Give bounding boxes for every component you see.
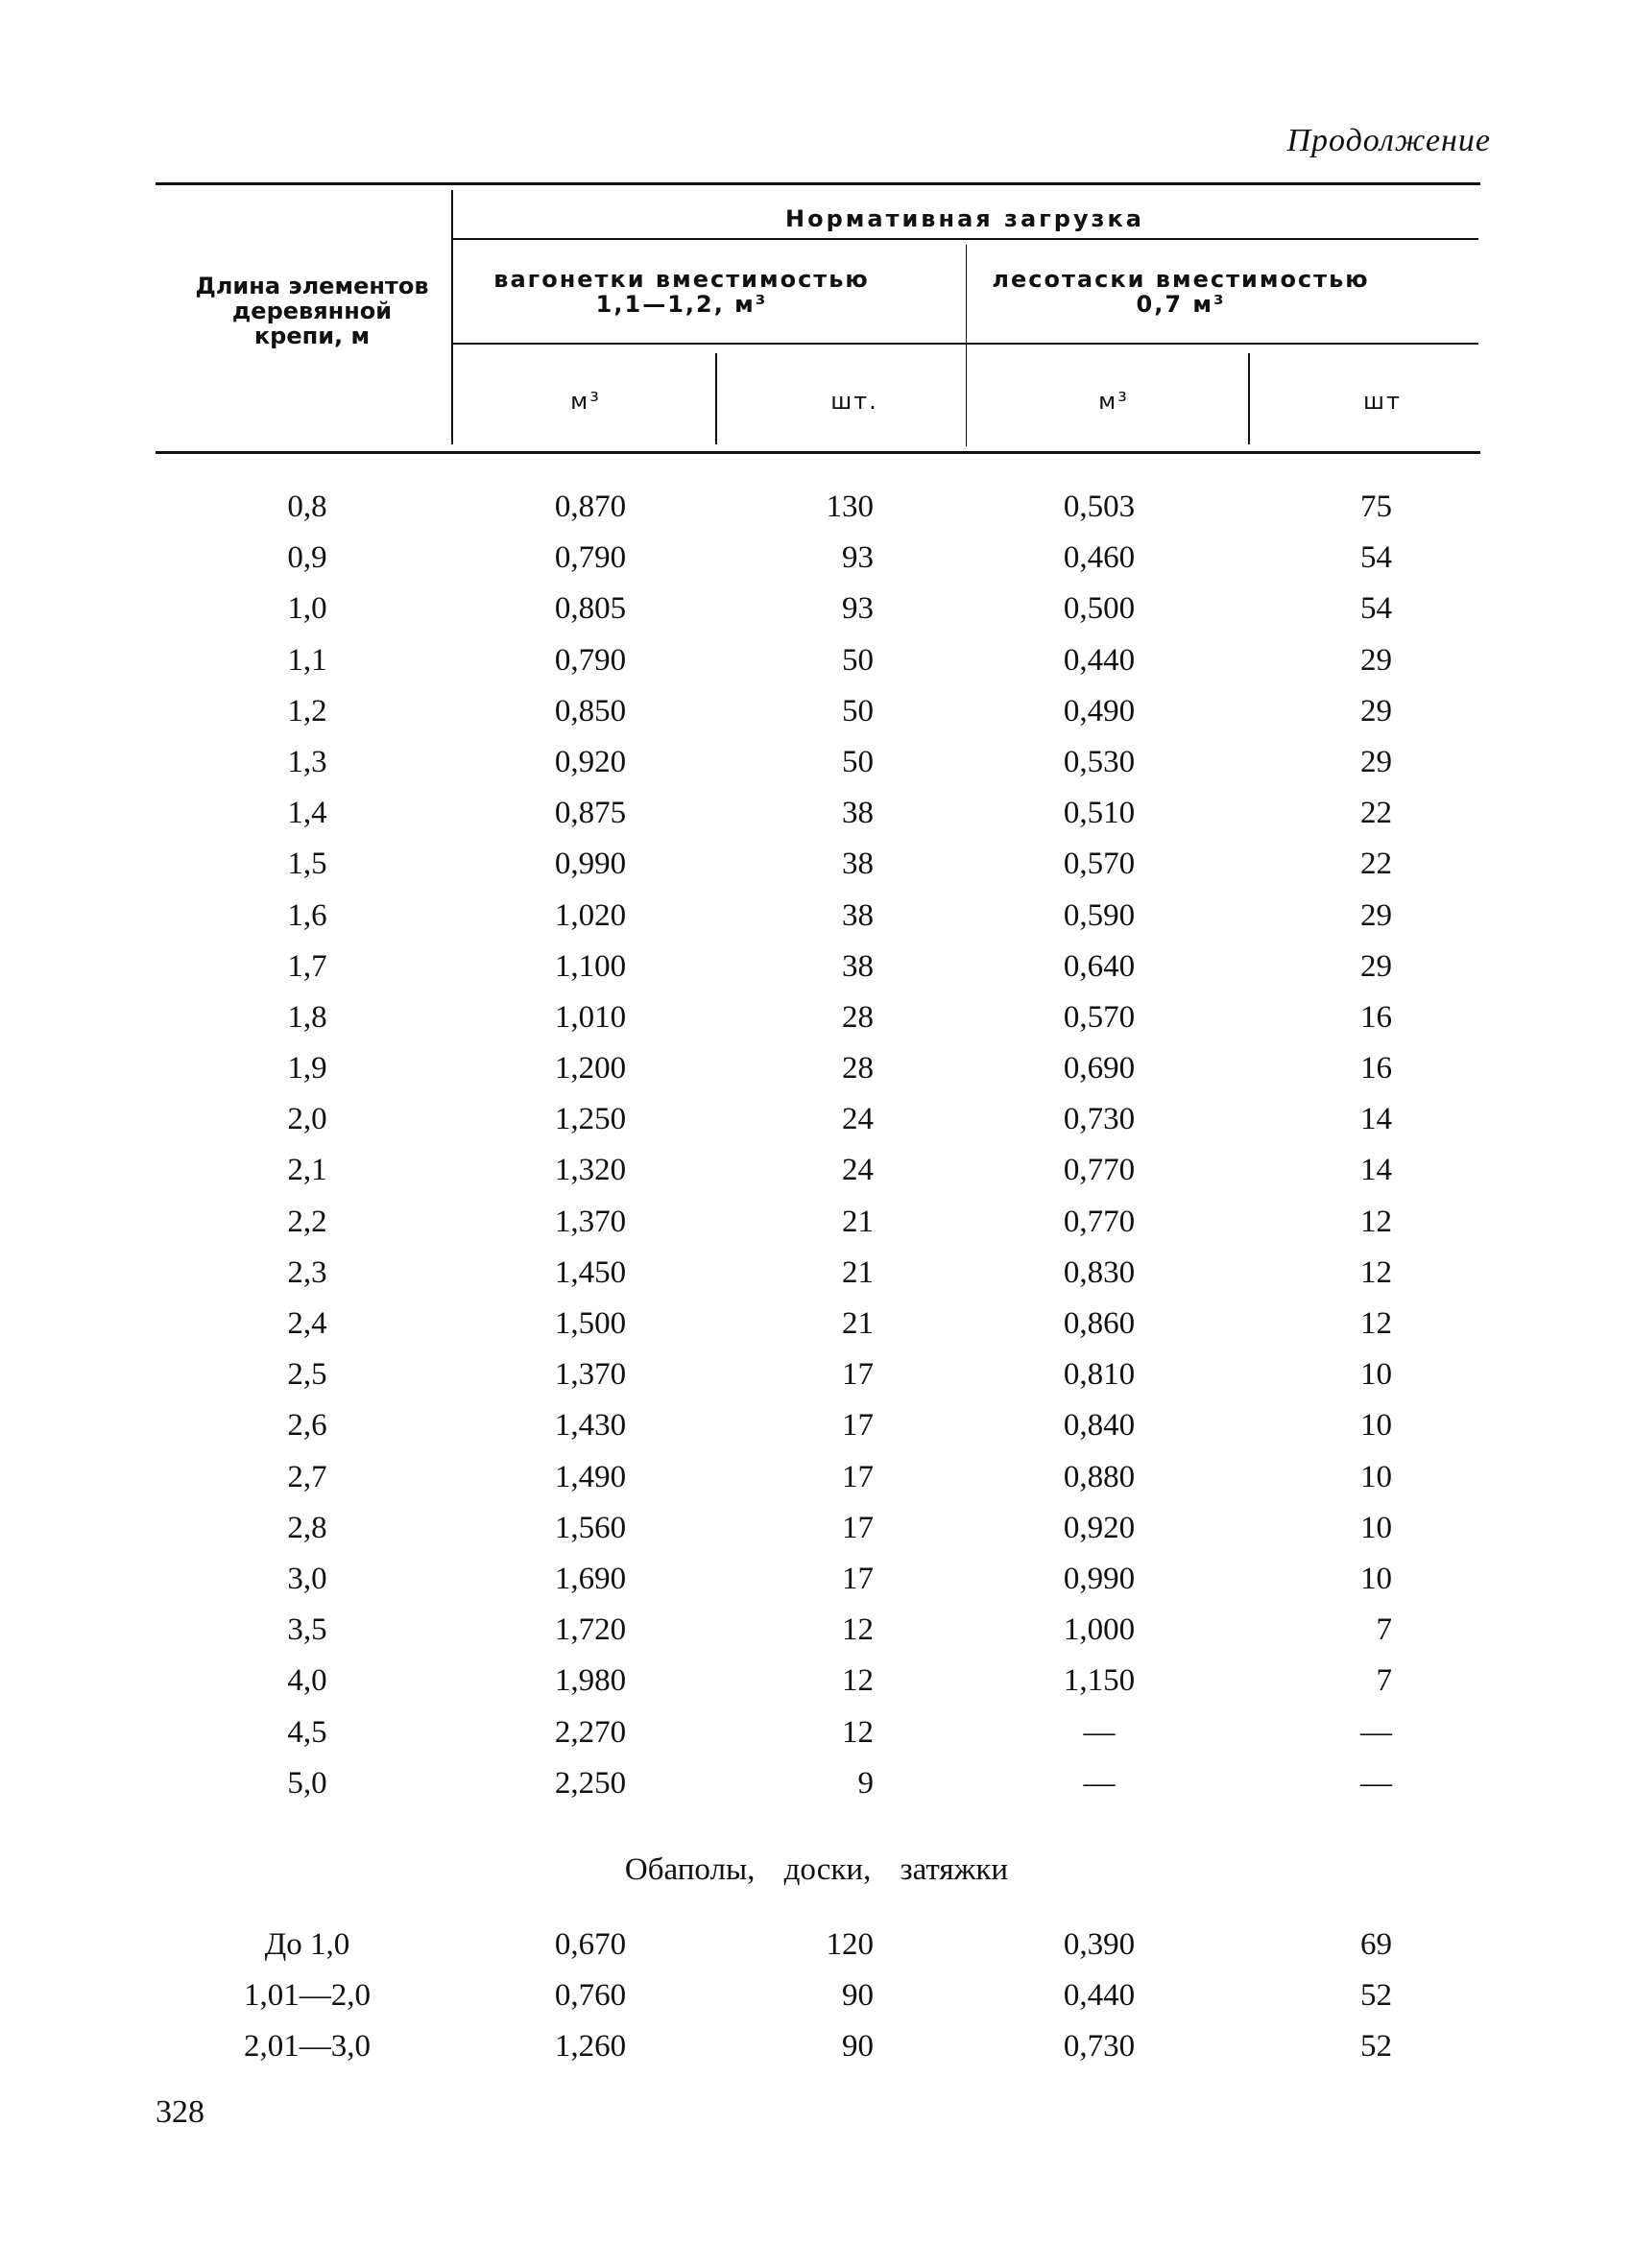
- table-cell: 3,0: [287, 1561, 327, 1596]
- table-cell: 0,570: [1063, 999, 1136, 1035]
- table-row: [0, 1248, 1633, 1299]
- table-cell: 17: [842, 1357, 874, 1393]
- table-row: [0, 891, 1633, 942]
- table-cell: —: [1360, 1765, 1392, 1801]
- table-row: [0, 788, 1633, 839]
- table-cell: 17: [842, 1561, 874, 1596]
- table-cell: 54: [1360, 591, 1392, 627]
- table-cell: 2,270: [554, 1714, 627, 1750]
- table-cell: 12: [1360, 1254, 1392, 1290]
- table-cell: 2,0: [287, 1102, 327, 1137]
- table-cell: 1,320: [554, 1153, 627, 1188]
- table-row: [0, 737, 1633, 788]
- table-body: [0, 482, 1633, 1809]
- table-cell: 1,000: [1063, 1612, 1136, 1648]
- table-cell: 29: [1360, 693, 1392, 728]
- table-cell: 29: [1360, 744, 1392, 779]
- header-divider-group: [966, 245, 967, 446]
- section-title: Обаполы, доски, затяжки: [624, 1852, 1009, 1887]
- table-cell: 7: [1376, 1663, 1392, 1699]
- table-cell: 1,01—2,0: [244, 1978, 371, 2014]
- table-row: [0, 1043, 1633, 1094]
- table-cell: 54: [1360, 540, 1392, 576]
- table-cell: 1,1: [287, 642, 327, 678]
- table-cell: 0,730: [1063, 1102, 1136, 1137]
- table-cell: 2,4: [287, 1306, 327, 1341]
- table-cell: —: [1083, 1714, 1116, 1750]
- table-cell: 0,440: [1063, 1978, 1136, 2014]
- table-cell: 93: [842, 591, 874, 627]
- table-cell: 12: [842, 1612, 874, 1648]
- continuation-note: Продолжение: [1286, 123, 1491, 158]
- table-cell: 0,840: [1063, 1408, 1136, 1444]
- table-row: [0, 1094, 1633, 1145]
- table-cell: 1,200: [554, 1051, 627, 1086]
- table-cell: 0,850: [554, 693, 627, 728]
- table-cell: 2,8: [287, 1510, 327, 1545]
- table-cell: 28: [842, 1051, 874, 1086]
- table-cell: 1,250: [554, 1102, 627, 1137]
- table-cell: 38: [842, 897, 874, 933]
- header-divider-wagon: [715, 353, 717, 444]
- table-row: [0, 635, 1633, 686]
- table-cell: 21: [842, 1254, 874, 1290]
- group-header: Нормативная загрузка: [785, 205, 1144, 232]
- table-cell: 4,0: [287, 1663, 327, 1699]
- table-cell: 16: [1360, 1051, 1392, 1086]
- table-cell: 12: [842, 1714, 874, 1750]
- table-row: [0, 686, 1633, 737]
- table-cell: 1,260: [554, 2029, 627, 2065]
- table-cell: 24: [842, 1102, 874, 1137]
- table-cell: 69: [1360, 1927, 1392, 1962]
- table-cell: 0,690: [1063, 1051, 1136, 1086]
- table-row: [0, 1758, 1633, 1809]
- table-cell: 52: [1360, 1978, 1392, 2014]
- table-header-bottom-rule: [156, 451, 1480, 454]
- table-cell: 0,530: [1063, 744, 1136, 779]
- table-cell: 0,790: [554, 540, 627, 576]
- table-row: [0, 584, 1633, 634]
- table-cell: 38: [842, 847, 874, 882]
- table-cell: 10: [1360, 1357, 1392, 1393]
- table-row: [0, 1197, 1633, 1248]
- table-cell: 0,920: [1063, 1510, 1136, 1545]
- table-cell: 1,560: [554, 1510, 627, 1545]
- table-row: [0, 1707, 1633, 1758]
- col-length-header: Длина элементов деревянной крепи, м: [195, 273, 429, 349]
- table-cell: 10: [1360, 1561, 1392, 1596]
- table-cell: 52: [1360, 2029, 1392, 2065]
- table-cell: 2,3: [287, 1254, 327, 1290]
- table-cell: 2,5: [287, 1357, 327, 1393]
- table-row: [0, 1299, 1633, 1349]
- table-cell: 12: [1360, 1306, 1392, 1341]
- table-row: [0, 1503, 1633, 1554]
- table-cell: —: [1360, 1714, 1392, 1750]
- table-cell: 50: [842, 744, 874, 779]
- table-cell: 90: [842, 1978, 874, 2014]
- table-cell: 10: [1360, 1510, 1392, 1545]
- table-cell: 14: [1360, 1102, 1392, 1137]
- table-cell: 3,5: [287, 1612, 327, 1648]
- table-cell: 0,8: [287, 489, 327, 524]
- table-cell: 0,920: [554, 744, 627, 779]
- table-cell: 0,875: [554, 796, 627, 831]
- table-cell: До 1,0: [264, 1927, 350, 1962]
- table-cell: 29: [1360, 642, 1392, 678]
- table-row: [0, 1656, 1633, 1707]
- table-cell: 1,8: [287, 999, 327, 1035]
- table-row: [0, 1145, 1633, 1196]
- table-cell: 16: [1360, 999, 1392, 1035]
- table-cell: 0,790: [554, 642, 627, 678]
- table-cell: 21: [842, 1306, 874, 1341]
- table-cell: 22: [1360, 796, 1392, 831]
- table-cell: 12: [842, 1663, 874, 1699]
- table-row: [0, 482, 1633, 533]
- table-cell: 0,500: [1063, 591, 1136, 627]
- table-cell: 0,770: [1063, 1153, 1136, 1188]
- header-line-group: [451, 238, 1478, 240]
- table-row: [0, 1400, 1633, 1451]
- table-row: [0, 1970, 1633, 2021]
- table-cell: 0,440: [1063, 642, 1136, 678]
- table-row: [0, 533, 1633, 584]
- table-cell: 2,01—3,0: [244, 2029, 371, 2065]
- table-cell: 0,770: [1063, 1204, 1136, 1239]
- table-row: [0, 942, 1633, 992]
- table-cell: 2,250: [554, 1765, 627, 1801]
- table-cell: 0,990: [1063, 1561, 1136, 1596]
- table-cell: 1,020: [554, 897, 627, 933]
- table-cell: 1,430: [554, 1408, 627, 1444]
- table-cell: 22: [1360, 847, 1392, 882]
- table-cell: 2,7: [287, 1459, 327, 1494]
- table-row: [0, 992, 1633, 1043]
- table-cell: 120: [826, 1927, 874, 1962]
- table-cell: 50: [842, 642, 874, 678]
- table-row: [0, 1349, 1633, 1400]
- table-row: [0, 1605, 1633, 1656]
- table-cell: 1,370: [554, 1204, 627, 1239]
- table-cell: 0,670: [554, 1927, 627, 1962]
- table-cell: 0,730: [1063, 2029, 1136, 2065]
- table-cell: 0,590: [1063, 897, 1136, 933]
- unit-m3-header-2: м³: [1098, 388, 1129, 415]
- table-cell: 1,7: [287, 948, 327, 984]
- table-cell: 0,760: [554, 1978, 627, 2014]
- table-cell: 9: [857, 1765, 874, 1801]
- table-cell: 1,4: [287, 796, 327, 831]
- table-cell: 1,450: [554, 1254, 627, 1290]
- table-cell: 90: [842, 2029, 874, 2065]
- table-cell: 0,9: [287, 540, 327, 576]
- table-row: [0, 839, 1633, 890]
- table-cell: 17: [842, 1459, 874, 1494]
- table-cell: 0,510: [1063, 796, 1136, 831]
- table-cell: 0,880: [1063, 1459, 1136, 1494]
- table-cell: 1,2: [287, 693, 327, 728]
- table-row: [0, 1920, 1633, 1970]
- section-table-body: [0, 1920, 1633, 2073]
- unit-pcs-header-2: шт: [1363, 388, 1402, 415]
- table-cell: 1,980: [554, 1663, 627, 1699]
- table-cell: 0,805: [554, 591, 627, 627]
- table-cell: 7: [1376, 1612, 1392, 1648]
- table-cell: 0,503: [1063, 489, 1136, 524]
- table-cell: 14: [1360, 1153, 1392, 1188]
- table-cell: 75: [1360, 489, 1392, 524]
- table-cell: 17: [842, 1510, 874, 1545]
- table-cell: 29: [1360, 897, 1392, 933]
- table-cell: 1,370: [554, 1357, 627, 1393]
- table-cell: 12: [1360, 1204, 1392, 1239]
- table-cell: 0,640: [1063, 948, 1136, 984]
- table-cell: 0,490: [1063, 693, 1136, 728]
- unit-pcs-header: шт.: [830, 388, 878, 415]
- table-row: [0, 1452, 1633, 1503]
- table-cell: 2,6: [287, 1408, 327, 1444]
- table-cell: 93: [842, 540, 874, 576]
- table-cell: 10: [1360, 1408, 1392, 1444]
- table-cell: 2,1: [287, 1153, 327, 1188]
- table-cell: 1,690: [554, 1561, 627, 1596]
- table-cell: 0,860: [1063, 1306, 1136, 1341]
- table-cell: 2,2: [287, 1204, 327, 1239]
- table-cell: 1,010: [554, 999, 627, 1035]
- table-cell: 4,5: [287, 1714, 327, 1750]
- table-cell: 38: [842, 948, 874, 984]
- table-cell: 29: [1360, 948, 1392, 984]
- table-cell: 1,6: [287, 897, 327, 933]
- subgroup-timber-header: лесотаски вместимостью 0,7 м³: [992, 266, 1370, 318]
- table-row: [0, 1554, 1633, 1605]
- header-divider-timber: [1248, 353, 1250, 444]
- table-cell: 10: [1360, 1459, 1392, 1494]
- table-cell: 1,100: [554, 948, 627, 984]
- header-line-sub: [451, 343, 1478, 345]
- table-cell: 21: [842, 1204, 874, 1239]
- table-top-rule: [156, 182, 1480, 185]
- table-row: [0, 2021, 1633, 2072]
- table-cell: 0,460: [1063, 540, 1136, 576]
- table-cell: 1,3: [287, 744, 327, 779]
- table-cell: 1,150: [1063, 1663, 1136, 1699]
- subgroup-wagon-header: вагонетки вместимостью 1,1—1,2, м³: [493, 266, 870, 318]
- table-cell: 38: [842, 796, 874, 831]
- table-cell: 130: [826, 489, 874, 524]
- table-cell: 1,490: [554, 1459, 627, 1494]
- table-cell: 1,500: [554, 1306, 627, 1341]
- table-cell: 0,830: [1063, 1254, 1136, 1290]
- table-cell: 0,990: [554, 847, 627, 882]
- table-cell: —: [1083, 1765, 1116, 1801]
- table-cell: 5,0: [287, 1765, 327, 1801]
- table-cell: 1,720: [554, 1612, 627, 1648]
- table-cell: 1,0: [287, 591, 327, 627]
- page-number: 328: [156, 2094, 204, 2130]
- table-cell: 1,9: [287, 1051, 327, 1086]
- table-cell: 0,810: [1063, 1357, 1136, 1393]
- table-cell: 0,870: [554, 489, 627, 524]
- unit-m3-header: м³: [570, 388, 601, 415]
- table-cell: 1,5: [287, 847, 327, 882]
- header-divider-main: [451, 190, 453, 444]
- table-cell: 50: [842, 693, 874, 728]
- table-cell: 28: [842, 999, 874, 1035]
- table-cell: 17: [842, 1408, 874, 1444]
- table-cell: 24: [842, 1153, 874, 1188]
- table-cell: 0,570: [1063, 847, 1136, 882]
- table-cell: 0,390: [1063, 1927, 1136, 1962]
